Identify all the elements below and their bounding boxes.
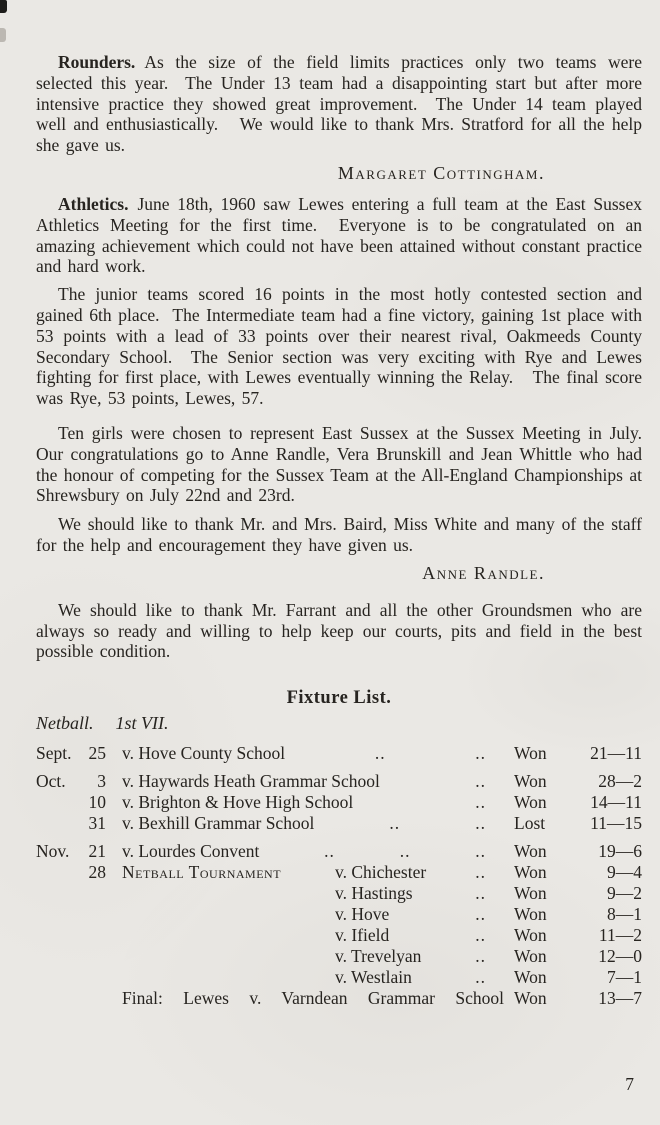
dot-leader: .. [475,743,486,764]
fixture-result: Won [514,792,547,813]
fixture-opponent: v. Haywards Heath Grammar School [122,771,380,792]
dot-leader: .. [389,813,401,834]
dot-leader: .. [475,946,486,967]
fixture-row [36,813,642,834]
fixture-score: 12—0 [598,946,642,967]
fixture-match [122,946,512,967]
fixture-month: Oct. [36,771,66,792]
fixture-result: Won [514,925,547,946]
fixture-day: 25 [88,743,106,764]
fixture-opponent: v. Chichester [335,862,427,883]
fixture-row [36,946,642,967]
rounders-heading: Rounders. [58,52,136,72]
fixture-match [122,925,512,946]
athletics-signature: Anne Randle. [422,562,545,583]
fixture-opponent: v. Hove [335,904,390,925]
fixture-result: Won [514,967,547,988]
dot-leader: .. [475,841,486,862]
fixture-score: 7—1 [607,967,642,988]
page-number: 7 [625,1074,634,1094]
fixture-score: 14—11 [590,792,642,813]
fixture-score: 21—11 [590,743,642,764]
fixture-score: 13—7 [598,988,642,1009]
fixture-day: 31 [88,813,106,834]
fixture-list-heading: Fixture List. [286,688,392,709]
fixture-team-label: 1st VII. [115,713,169,734]
fixture-row [36,904,642,925]
fixture-row [36,862,642,883]
dot-leader: .. [475,771,486,792]
fixture-subheading [36,713,642,734]
fixture-score: 9—4 [607,862,642,883]
dot-leader: .. [324,841,335,862]
fixture-match [122,743,512,764]
fixture-row [36,925,642,946]
fixture-table [36,743,642,1009]
fixture-opponent: v. Westlain [335,967,412,988]
rounders-body-text: As the size of the field limits practices only two teams were selected this year. The Under 13 team had a disappointing start but after more intensive practice they showed great improvement. The Under 14 team played well and enthusiastically. We would like to thank Mrs. Stratford for all the help she gave us. [36,52,649,156]
fixture-month: Nov. [36,841,70,862]
fixture-result: Won [514,988,547,1009]
fixture-sport-label: Netball. [36,713,94,734]
fixture-opponent: v. Lourdes Convent [122,841,260,862]
fixture-opponent: v. Trevelyan [335,946,422,967]
fixture-match [122,904,512,925]
fixture-match [122,841,512,862]
fixture-row [36,841,642,862]
fixture-opponent: v. Bexhill Grammar School [122,813,315,834]
groundsmen-paragraph: We should like to thank Mr. Farrant and all the other Groundsmen who are always so ready and willing to help keep our courts, pits and field in the best possible condition. [36,599,649,662]
fixture-row [36,988,642,1009]
fixture-match [122,813,512,834]
fixture-opponent: v. Hastings [335,883,413,904]
fixture-result: Won [514,946,547,967]
dot-leader: .. [475,904,486,925]
fixture-row [36,771,642,792]
dot-leader: .. [475,967,486,988]
athletics-paragraph-2: The junior teams scored 16 points in the most hotly contested section and gained 6th place. The Intermediate team had a fine victory, gaining 1st place with 53 points with a lead of 33 points over their nearest rival, Oakmeeds County Secondary School. The Senior section was very exciting with Rye and Lewes fighting for first place, with Lewes eventually winning the Relay. The final score was Rye, 53 points, Lewes, 57. [36,284,649,409]
fixture-match [122,771,512,792]
fixture-result: Won [514,771,547,792]
fixture-opponent: v. Ifield [335,925,390,946]
fixture-day: 28 [88,862,106,883]
dot-leader: .. [475,925,486,946]
athletics-paragraph [36,193,649,277]
dot-leader: .. [475,813,486,834]
fixture-row [36,792,642,813]
fixture-row [36,743,642,764]
fixture-result: Won [514,904,547,925]
athletics-body-text: June 18th, 1960 saw Lewes entering a full team at the East Sussex Athletics Meeting for the first time. Everyone is to be congratulated on an amazing achievement which could not have been attained without constant practice and hard work. [36,193,649,277]
dot-leader: .. [399,841,411,862]
fixture-match: Final: Lewes v. Varndean Grammar School [122,988,504,1009]
fixture-score: 11—2 [598,925,642,946]
fixture-match [122,792,512,813]
fixture-day: 21 [88,841,106,862]
athletics-heading: Athletics. [58,193,129,214]
fixture-day: 10 [88,792,106,813]
fixture-result: Won [514,743,547,764]
fixture-month: Sept. [36,743,72,764]
fixture-opponent: v. Brighton & Hove High School [122,792,354,813]
fixture-row [36,883,642,904]
fixture-row [36,967,642,988]
rounders-paragraph [36,52,649,156]
fixture-match [122,967,512,988]
fixture-match [122,883,512,904]
fixture-score: 11—15 [590,813,642,834]
tournament-label: Netball Tournament [122,862,282,883]
dot-leader: .. [475,883,486,904]
dot-leader: .. [374,743,386,764]
fixture-score: 28—2 [598,771,642,792]
fixture-opponent: v. Hove County School [122,743,286,764]
fixture-day: 3 [97,771,106,792]
fixture-score: 19—6 [598,841,642,862]
fixture-result: Won [514,883,547,904]
athletics-paragraph-4: We should like to thank Mr. and Mrs. Baird, Miss White and many of the staff for the help and encouragement they have given us. [36,514,649,555]
fixture-result: Won [514,841,547,862]
rounders-signature: Margaret Cottingham. [337,162,545,183]
fixture-result: Won [514,862,547,883]
athletics-paragraph-3: Ten girls were chosen to represent East Sussex at the Sussex Meeting in July. Our congratulations go to Anne Randle, Vera Brunskill and Jean Whittle who had the honour of competing for the Sussex Team at the All-England Championships at Shrewsbury on July 22nd and 23rd. [36,422,655,506]
fixture-score: 9—2 [607,883,642,904]
fixture-match [122,862,512,883]
dot-leader: .. [475,792,486,813]
fixture-score: 8—1 [607,904,642,925]
dot-leader: .. [475,862,486,883]
fixture-result: Lost [514,813,546,834]
